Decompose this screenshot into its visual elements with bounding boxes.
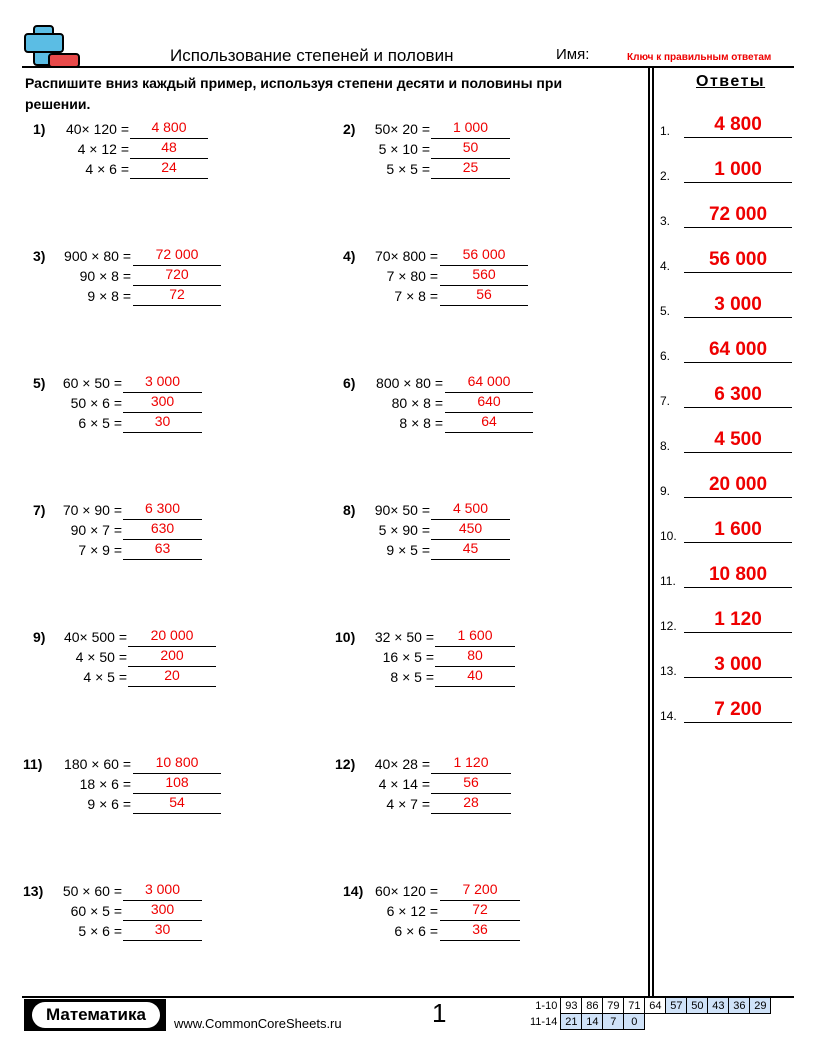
step-answer-blank[interactable]: 30 [123, 921, 202, 941]
score-cell: 14 [582, 1014, 603, 1030]
answer-row [660, 243, 794, 273]
score-cell: 86 [582, 998, 603, 1014]
problem-number: 2) [343, 121, 356, 137]
step-answer-blank[interactable]: 40 [435, 667, 515, 687]
answer-value: 10 800 [708, 564, 768, 585]
step-expression: 60 × 5 = [70, 903, 122, 919]
problem-number: 5) [33, 375, 46, 391]
step-expression: 9 × 8 = [87, 288, 131, 304]
step-expression: 60 × 50 = [62, 375, 122, 391]
problem-step [0, 161, 430, 181]
column-divider [648, 68, 650, 998]
answer-value: 56 000 [708, 249, 768, 270]
problem-number: 1) [33, 121, 46, 137]
score-cell: 93 [561, 998, 582, 1014]
worksheet-title: Использование степеней и половин [170, 46, 454, 65]
step-answer-blank[interactable]: 7 200 [440, 881, 520, 901]
step-expression: 4 × 12 = [77, 141, 129, 157]
step-answer-blank[interactable]: 56 [431, 774, 511, 794]
answer-blank[interactable] [684, 137, 792, 138]
step-answer-blank[interactable]: 28 [431, 794, 511, 814]
answer-value: 3 000 [714, 654, 762, 675]
step-expression: 50 × 60 = [62, 883, 122, 899]
problem-step [0, 756, 430, 776]
answer-number: 4. [660, 259, 671, 273]
step-answer-blank[interactable]: 72 [133, 286, 221, 306]
step-expression: 60× 120 = [374, 883, 438, 899]
score-cell: 71 [624, 998, 645, 1014]
score-cell: 64 [645, 998, 666, 1014]
site-url: www.CommonCoreSheets.ru [174, 1016, 342, 1031]
step-expression: 8 × 8 = [399, 415, 443, 431]
step-expression: 5 × 90 = [378, 522, 430, 538]
score-row-1 [528, 998, 771, 1014]
score-table [528, 997, 771, 1030]
problem-step [0, 669, 434, 689]
problem-step [0, 883, 438, 903]
step-answer-blank[interactable]: 54 [133, 794, 221, 814]
answer-number: 8. [660, 439, 671, 453]
answer-number: 5. [660, 304, 671, 318]
answer-value: 1 600 [714, 519, 762, 540]
step-expression: 7 × 80 = [386, 268, 438, 284]
problem-number: 12) [335, 756, 356, 772]
score-row-2 [528, 1014, 771, 1030]
answer-blank[interactable] [684, 632, 792, 633]
problem-number: 14) [343, 883, 364, 899]
step-expression: 180 × 60 = [64, 756, 131, 772]
answer-row [660, 108, 794, 138]
answers-title: Ответы [696, 73, 766, 90]
score-cell: 7 [603, 1014, 624, 1030]
answer-row [660, 288, 794, 318]
problem-number: 6) [343, 375, 356, 391]
problem-step [0, 121, 430, 141]
step-expression: 40× 500 = [63, 629, 127, 645]
problem-step [0, 796, 430, 816]
problem-step [0, 395, 443, 415]
score-cell: 57 [666, 998, 687, 1014]
step-answer-blank[interactable]: 108 [133, 774, 221, 794]
step-answer-blank[interactable]: 25 [431, 159, 510, 179]
step-answer-blank[interactable]: 720 [133, 266, 221, 286]
step-answer-blank[interactable]: 63 [123, 540, 202, 560]
column-divider [652, 68, 654, 998]
answer-blank[interactable] [684, 452, 792, 453]
step-expression: 32 × 50 = [374, 629, 434, 645]
problem-step [0, 141, 430, 161]
score-cell: 50 [687, 998, 708, 1014]
answer-row [660, 423, 794, 453]
score-cell: 43 [708, 998, 729, 1014]
step-answer-blank[interactable]: 72 000 [133, 246, 221, 266]
step-answer-blank[interactable]: 20 000 [128, 627, 216, 647]
step-answer-blank[interactable]: 3 000 [123, 881, 202, 901]
answer-value: 3 000 [714, 294, 762, 315]
answer-value: 7 200 [714, 699, 762, 720]
answer-blank[interactable] [684, 227, 792, 228]
answer-blank[interactable] [684, 317, 792, 318]
step-expression: 7 × 9 = [78, 542, 122, 558]
problem-number: 11) [23, 756, 43, 772]
answer-blank[interactable] [684, 542, 792, 543]
problem-step [0, 776, 430, 796]
answer-row [660, 198, 794, 228]
answer-row [660, 603, 794, 633]
step-expression: 90 × 8 = [79, 268, 131, 284]
step-expression: 5 × 10 = [378, 141, 430, 157]
answer-blank[interactable] [684, 587, 792, 588]
step-answer-blank[interactable]: 50 [431, 139, 510, 159]
step-expression: 4 × 14 = [378, 776, 430, 792]
problem-number: 9) [33, 629, 46, 645]
answer-number: 6. [660, 349, 671, 363]
answer-value: 72 000 [708, 204, 768, 225]
problem-step [0, 923, 438, 943]
step-expression: 900 × 80 = [64, 248, 131, 264]
step-expression: 4 × 5 = [83, 669, 127, 685]
step-answer-blank[interactable]: 64 000 [445, 373, 533, 393]
step-answer-blank[interactable]: 64 [445, 413, 533, 433]
step-answer-blank[interactable]: 45 [431, 540, 510, 560]
answer-row [660, 648, 794, 678]
answer-number: 9. [660, 484, 671, 498]
score-row-label: 11-14 [530, 1015, 558, 1028]
step-expression: 40× 28 = [374, 756, 430, 772]
step-expression: 4 × 7 = [386, 796, 430, 812]
step-answer-blank[interactable]: 1 600 [435, 627, 515, 647]
step-answer-blank[interactable]: 20 [128, 667, 216, 687]
problem-number: 4) [343, 248, 356, 264]
answer-value: 4 800 [714, 114, 762, 135]
score-cell: 79 [603, 998, 624, 1014]
step-answer-blank[interactable]: 30 [123, 413, 202, 433]
step-expression: 6 × 5 = [78, 415, 122, 431]
answer-key-label: Ключ к правильным ответам [627, 52, 772, 63]
answer-blank[interactable] [684, 407, 792, 408]
step-answer-blank[interactable]: 4 500 [431, 500, 510, 520]
answer-row [660, 153, 794, 183]
score-row-label: 1-10 [535, 999, 558, 1012]
step-answer-blank[interactable]: 80 [435, 647, 515, 667]
problem-number: 7) [33, 502, 46, 518]
step-expression: 800 × 80 = [376, 375, 443, 391]
step-expression: 5 × 5 = [386, 161, 430, 177]
problem-step [0, 288, 438, 308]
step-answer-blank[interactable]: 640 [445, 393, 533, 413]
step-answer-blank[interactable]: 1 120 [431, 754, 511, 774]
step-expression: 40× 120 = [65, 121, 129, 137]
problem-step [0, 629, 434, 649]
step-answer-blank[interactable]: 560 [440, 266, 528, 286]
answer-blank[interactable] [684, 722, 792, 723]
answer-number: 1. [660, 124, 671, 138]
step-expression: 50 × 6 = [70, 395, 122, 411]
problem-step [0, 248, 438, 268]
step-expression: 6 × 6 = [394, 923, 438, 939]
answer-number: 3. [660, 214, 671, 228]
answer-row [660, 558, 794, 588]
score-cell: 36 [729, 998, 750, 1014]
name-label: Имя: [556, 46, 590, 63]
brand-logo [24, 999, 166, 1031]
header-divider [22, 66, 794, 68]
answer-value: 4 500 [714, 429, 762, 450]
problem-step [0, 375, 443, 395]
score-cell: 0 [624, 1014, 645, 1030]
problem-number: 3) [33, 248, 46, 264]
answer-row [660, 693, 794, 723]
answer-row [660, 513, 794, 543]
step-answer-blank[interactable]: 56 [440, 286, 528, 306]
score-cell: 29 [750, 998, 771, 1014]
step-expression: 50× 20 = [374, 121, 430, 137]
step-expression: 4 × 6 = [85, 161, 129, 177]
answer-value: 6 300 [714, 384, 762, 405]
step-answer-blank[interactable]: 300 [123, 393, 202, 413]
step-expression: 5 × 6 = [78, 923, 122, 939]
problem-number: 8) [343, 502, 356, 518]
answer-row [660, 468, 794, 498]
problem-step [0, 522, 430, 542]
answer-blank[interactable] [684, 362, 792, 363]
logo-plus-horizontal [24, 33, 64, 53]
step-answer-blank[interactable]: 300 [123, 901, 202, 921]
page-number: 1 [432, 998, 447, 1028]
step-expression: 9 × 5 = [386, 542, 430, 558]
answer-value: 1 120 [714, 609, 762, 630]
step-expression: 70 × 90 = [62, 502, 122, 518]
step-expression: 9 × 6 = [87, 796, 131, 812]
step-expression: 18 × 6 = [79, 776, 131, 792]
step-expression: 7 × 8 = [394, 288, 438, 304]
problem-step [0, 268, 438, 288]
problem-step [0, 502, 430, 522]
answer-row [660, 378, 794, 408]
answer-number: 11. [660, 574, 676, 588]
score-cell: 21 [561, 1014, 582, 1030]
step-answer-blank[interactable]: 56 000 [440, 246, 528, 266]
answer-blank[interactable] [684, 272, 792, 273]
step-expression: 80 × 8 = [391, 395, 443, 411]
answer-number: 2. [660, 169, 671, 183]
answer-number: 7. [660, 394, 671, 408]
answer-number: 10. [660, 529, 677, 543]
step-answer-blank[interactable]: 200 [128, 647, 216, 667]
step-answer-blank[interactable]: 48 [130, 139, 208, 159]
problem-number: 13) [23, 883, 44, 899]
problem-step [0, 649, 434, 669]
step-expression: 6 × 12 = [386, 903, 438, 919]
answer-number: 14. [660, 709, 677, 723]
instructions: Распишите вниз каждый пример, используя степени десяти и половины при решении. [25, 75, 563, 112]
answer-value: 20 000 [708, 474, 768, 495]
step-expression: 70× 800 = [374, 248, 438, 264]
step-answer-blank[interactable]: 24 [130, 159, 208, 179]
step-expression: 8 × 5 = [390, 669, 434, 685]
answer-blank[interactable] [684, 497, 792, 498]
answer-blank[interactable] [684, 182, 792, 183]
problem-step [0, 415, 443, 435]
problem-step [0, 542, 430, 562]
problem-step [0, 903, 438, 923]
step-answer-blank[interactable]: 450 [431, 520, 510, 540]
answer-number: 12. [660, 619, 677, 633]
step-expression: 90× 50 = [374, 502, 430, 518]
answer-row [660, 333, 794, 363]
step-answer-blank[interactable]: 3 000 [123, 373, 202, 393]
answer-value: 1 000 [714, 159, 762, 180]
step-answer-blank[interactable]: 72 [440, 901, 520, 921]
step-expression: 4 × 50 = [75, 649, 127, 665]
step-answer-blank[interactable]: 36 [440, 921, 520, 941]
step-answer-blank[interactable]: 630 [123, 520, 202, 540]
problem-number: 10) [335, 629, 356, 645]
brand-label: Математика [32, 1002, 160, 1028]
step-expression: 90 × 7 = [70, 522, 122, 538]
step-expression: 16 × 5 = [382, 649, 434, 665]
answer-value: 64 000 [708, 339, 768, 360]
step-answer-blank[interactable]: 6 300 [123, 500, 202, 520]
answer-blank[interactable] [684, 677, 792, 678]
answer-number: 13. [660, 664, 677, 678]
step-answer-blank[interactable]: 4 800 [130, 119, 208, 139]
step-answer-blank[interactable]: 10 800 [133, 754, 221, 774]
step-answer-blank[interactable]: 1 000 [431, 119, 510, 139]
